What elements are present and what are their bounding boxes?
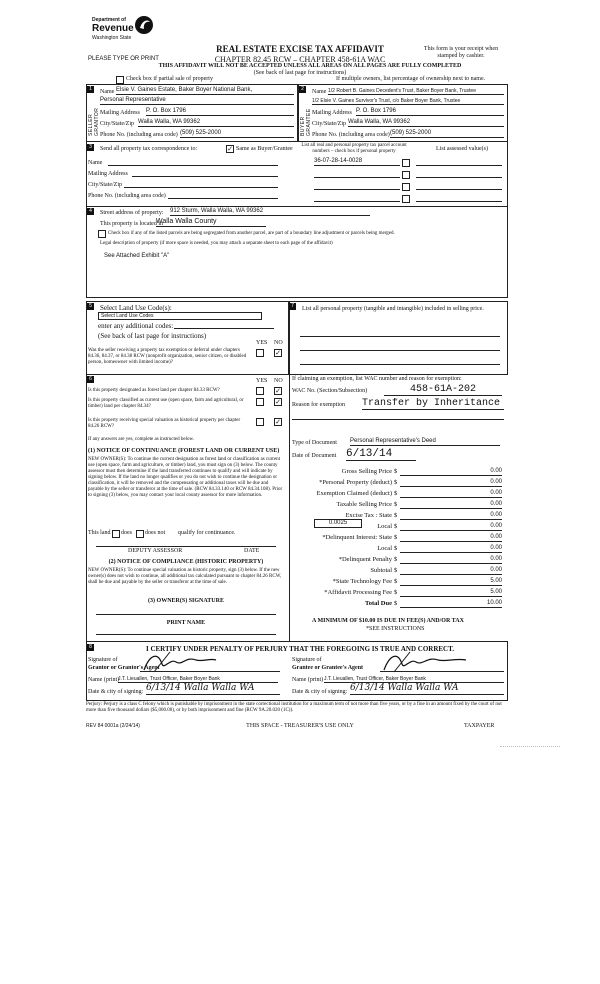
- dept-line3: Washington State: [92, 35, 132, 41]
- section-8-number: 8: [87, 644, 94, 651]
- currency-sign: $: [394, 589, 398, 596]
- parcel-pp-checkbox-3[interactable]: [402, 183, 410, 191]
- tax-row-value[interactable]: 0.00: [400, 511, 502, 520]
- currency-sign: $: [394, 600, 398, 607]
- corr-phone-label: Phone No. (including area code): [88, 193, 166, 199]
- grantor-sig-line: [140, 667, 280, 672]
- section-4-box: [86, 206, 508, 298]
- grantee-name-label: Name (print): [292, 677, 324, 683]
- grantor-name-field[interactable]: J.T. Lieuallen, Trust Officer, Baker Boyer Bank: [118, 676, 278, 683]
- tax-row-label: *Delinquent Interest: State: [322, 534, 392, 541]
- notice2-body: NEW OWNER(S): To continue special valuation as historic property, sign (3) below. If the new owner(s) does not wish to continue, all additional tax calculated pursuant to chapter 84.26 RCW, shall be due and payable by the seller or transferor at the time of sale.: [88, 568, 282, 585]
- grantee-date-field[interactable]: 6/13/14 Walla Walla WA: [350, 683, 504, 695]
- land-use-label: Select Land Use Code(s):: [100, 304, 172, 312]
- grantor-date-label: Date & city of signing:: [88, 689, 144, 695]
- section-5-number: 5: [87, 303, 94, 310]
- tax-row-value[interactable]: 0.00: [400, 533, 502, 542]
- grantor-sig-label-2: Grantor or Grantor's Agent: [88, 665, 160, 671]
- dept-line2: Revenue: [92, 23, 134, 34]
- parcel-field-2[interactable]: [314, 170, 400, 178]
- currency-sign: $: [394, 479, 398, 486]
- section-7-number: 7: [289, 303, 296, 310]
- grantor-name-label: Name (print): [88, 677, 120, 683]
- located-label: This property is located in: [100, 221, 163, 227]
- dept-line1: Department of: [92, 17, 126, 23]
- tax-row: [290, 532, 504, 543]
- segregated-checkbox[interactable]: [98, 230, 106, 238]
- personal-property-line-2[interactable]: [300, 344, 500, 351]
- tax-row: [290, 565, 504, 576]
- form-title: REAL ESTATE EXCISE TAX AFFIDAVIT: [216, 44, 384, 54]
- same-as-buyer-checkbox[interactable]: ✓: [227, 145, 233, 153]
- forest-no-checkbox[interactable]: ✓: [275, 387, 281, 395]
- tax-row: [290, 499, 504, 510]
- grantee-date-label: Date & city of signing:: [292, 689, 348, 695]
- buyer-mailing-field[interactable]: P. O. Box 1796: [356, 108, 504, 116]
- s5-no-header: NO: [274, 340, 283, 346]
- notice1-body: NEW OWNER(S): To continue the current designation as forest land or classification as current use (open space, farm and agriculture, or timber) land, you must sign on (3) below. The county assessor must then determine if the land transferred continues to qualify and will indicate by signing below. If the land no longer qualifies or you do not wish to continue the designation or classification, it will be removed and the compensating or additional taxes will be due and payable by the seller or transferor at the time of sale. (RCW 84.33.140 or RCW 84.34.108). Prior to signing (3) below, you may contact your local county assessor for more information.: [88, 457, 283, 498]
- correspondence-label: Send all property tax correspondence to:: [100, 146, 198, 152]
- print-name-line[interactable]: [96, 630, 276, 635]
- buyer-name-field-2[interactable]: 1/2 Elsie V. Gaines Survivor's Trust, c/o Baker Boyer Bank, Trustee: [312, 98, 504, 105]
- tax-row-value[interactable]: 0.00: [400, 522, 502, 531]
- historic-yes-checkbox[interactable]: [256, 418, 264, 426]
- dor-swoosh-icon: [134, 14, 154, 36]
- qualify-label: qualify for continuance.: [178, 530, 236, 536]
- grantor-sig-label-1: Signature of: [88, 657, 118, 663]
- this-land-label: This land: [88, 530, 111, 536]
- revision-number: REV 84 0001a (2/24/14): [86, 723, 140, 729]
- currency-sign: $: [394, 490, 398, 497]
- dor-logo: [92, 14, 158, 48]
- currency-sign: $: [394, 578, 398, 585]
- doc-type-field[interactable]: Personal Representative's Deed: [350, 438, 500, 446]
- tax-row: [290, 587, 504, 598]
- reason-label: Reason for exemption: [292, 402, 345, 408]
- tax-row: [290, 477, 504, 488]
- warning: THIS AFFIDAVIT WILL NOT BE ACCEPTED UNLESS ALL AREAS ON ALL PAGES ARE FULLY COMPLETED: [158, 63, 462, 69]
- s6-yes-header: YES: [256, 378, 268, 384]
- buyer-name-label: Name: [312, 89, 327, 95]
- personal-property-line-3[interactable]: [300, 358, 500, 365]
- legal-label: Legal description of property (if more space is needed, you may attach a separate sheet to each page of the affidavit): [100, 241, 333, 246]
- tax-row-value[interactable]: 10.00: [400, 599, 502, 608]
- tax-row-value[interactable]: 0.00: [400, 566, 502, 575]
- doc-type-label: Type of Document: [292, 440, 337, 446]
- does-not-checkbox[interactable]: [136, 530, 144, 538]
- tax-row: [290, 466, 504, 477]
- currency-sign: $: [394, 534, 398, 541]
- tax-row: [290, 543, 504, 554]
- additional-codes-field[interactable]: [174, 321, 274, 329]
- currency-sign: $: [394, 523, 398, 530]
- buyer-phone-label: Phone No. (including area code): [312, 132, 390, 138]
- seller-city-label: City/State/Zip: [100, 121, 134, 127]
- form-subtitle: CHAPTER 82.45 RCW – CHAPTER 458-61A WAC: [214, 55, 386, 64]
- notice1-title: (1) NOTICE OF CONTINUANCE (FOREST LAND OR CURRENT USE): [88, 448, 280, 454]
- tax-row-label: Local: [377, 545, 392, 552]
- currency-sign: $: [394, 567, 398, 574]
- tax-row-value[interactable]: 0.00: [400, 467, 502, 476]
- exempt-no-checkbox[interactable]: ✓: [275, 349, 281, 357]
- buyer-side-label: BUYER GRANTEE: [300, 108, 312, 136]
- corr-mailing-field[interactable]: [132, 169, 278, 177]
- tax-row-label: Total Due: [364, 600, 392, 607]
- buyer-phone-field[interactable]: (509) 525-2000: [390, 130, 504, 138]
- exhibit-text: See Attached Exhibit "A": [104, 253, 170, 259]
- if-yes-note: If any answers are yes, complete as instructed below.: [88, 437, 195, 442]
- grantor-date-field[interactable]: 6/13/14 Walla Walla WA: [146, 683, 280, 695]
- grantee-sig-label-1: Signature of: [292, 657, 322, 663]
- land-use-select[interactable]: Select Land Use Codes: [98, 312, 262, 320]
- grantee-signature[interactable]: [380, 650, 470, 676]
- currency-sign: $: [394, 545, 398, 552]
- parcel-pp-checkbox-2[interactable]: [402, 171, 410, 179]
- current-use-no-checkbox[interactable]: ✓: [275, 398, 281, 406]
- doc-date-field[interactable]: 6/13/14: [346, 448, 416, 461]
- exempt-yes-checkbox[interactable]: [256, 349, 264, 357]
- does-checkbox[interactable]: [112, 530, 120, 538]
- wac-label: WAC No. (Section/Subsection): [292, 388, 368, 394]
- corr-mailing-label: Mailing Address: [88, 171, 128, 177]
- tax-row-value[interactable]: 0.00: [400, 555, 502, 564]
- segregated-label: Check box if any of the listed parcels are being segregated from another parcel, are part of a boundary line adjustment or parcels being merged.: [108, 231, 395, 236]
- corr-name-label: Name: [88, 160, 103, 166]
- perjury-note: Perjury: Perjury is a class C felony which is punishable by imprisonment in the state correctional institution for a maximum term of not more than five years, or by a fine in an amount fixed by the court of not more than five thousand dollars ($5,000.00), or by both imprisonment and fine (RCW 9A.20.020 (1C)).: [86, 702, 502, 713]
- buyer-city-field[interactable]: Walla Walla, WA 99362: [348, 119, 504, 127]
- buyer-city-label: City/State/Zip: [312, 121, 346, 127]
- assessed-field-1[interactable]: [416, 158, 502, 166]
- doc-date-label: Date of Document: [292, 453, 337, 459]
- deputy-sig-line[interactable]: [96, 540, 276, 547]
- section-6-number: 6: [87, 376, 94, 383]
- corr-city-label: City/State/Zip: [88, 182, 122, 188]
- notice2-title: (2) NOTICE OF COMPLIANCE (HISTORIC PROPERTY): [108, 559, 264, 565]
- tax-row-label: *Personal Property (deduct): [319, 479, 392, 486]
- stamp-noise: [500, 738, 560, 747]
- exemption-question: Was the seller receiving a property tax exemption or deferral under chapters 84.36, 84.37, or 84.38 RCW (nonprofit organization, senior citizen, or disabled person, homeowner with limited income)?: [88, 348, 247, 365]
- treasurer-space: THIS SPACE - TREASURER'S USE ONLY: [246, 723, 354, 729]
- grantee-name-field[interactable]: J.T. Lieuallen, Trust Officer, Baker Boyer Bank: [324, 676, 504, 683]
- currency-sign: $: [394, 556, 398, 563]
- minimum-due: A MINIMUM OF $10.00 IS DUE IN FEE(S) AND/OR TAX: [312, 618, 464, 624]
- s5-yes-header: YES: [256, 340, 268, 346]
- parcel-field-1[interactable]: 36-07-28-14-0028: [314, 158, 400, 166]
- corr-phone-field[interactable]: [168, 191, 278, 199]
- additional-codes-label: enter any additional codes:: [98, 322, 174, 330]
- tax-row-label: Excise Tax : State: [345, 512, 392, 519]
- forest-question: Is this property designated as forest land per chapter 84.33 RCW?: [88, 388, 220, 393]
- deputy-assessor-label: DEPUTY ASSESSOR: [128, 548, 183, 554]
- owner-sig-title: (3) OWNER(S) SIGNATURE: [148, 598, 224, 604]
- partial-sale-checkbox[interactable]: [116, 76, 124, 84]
- reason-field[interactable]: Transfer by Inheritance: [362, 398, 504, 410]
- same-as-buyer-label: Same as Buyer/Grantee: [236, 146, 293, 152]
- grantee-sig-label-2: Grantee or Grantee's Agent: [292, 665, 364, 671]
- section-4-number: 4: [87, 208, 94, 215]
- see-instructions: *SEE INSTRUCTIONS: [366, 626, 425, 632]
- seller-side-label: SELLER GRANTOR: [88, 107, 100, 136]
- deputy-date-label: DATE: [244, 548, 260, 554]
- does-not-label: does not: [145, 530, 166, 536]
- does-label: does: [121, 530, 132, 536]
- parcel-pp-checkbox-4[interactable]: [402, 195, 410, 203]
- tax-row-label: Exemption Claimed (deduct): [316, 490, 392, 497]
- tax-row-label: Subtotal: [370, 567, 392, 574]
- personal-property-line-1[interactable]: [300, 330, 500, 337]
- owner-sig-line[interactable]: [96, 608, 276, 615]
- personal-property-label: List all personal property (tangible and intangible) included in selling price.: [302, 306, 484, 312]
- seller-mailing-field[interactable]: P. O. Box 1796: [146, 108, 294, 116]
- section-1-number: 1: [87, 86, 94, 93]
- parcel-pp-checkbox-1[interactable]: [402, 159, 410, 167]
- tax-row-label: *Affidavit Processing Fee: [324, 589, 392, 596]
- parcel-field-3[interactable]: [314, 182, 400, 190]
- tax-row-value[interactable]: 5.00: [400, 588, 502, 597]
- print-name-label: PRINT NAME: [166, 620, 206, 626]
- land-use-see-back: (See back of last page for instructions): [98, 332, 207, 340]
- tax-row-label: *Delinquent Penalty: [338, 556, 392, 563]
- currency-sign: $: [394, 512, 398, 519]
- s6-no-header: NO: [274, 378, 283, 384]
- assessed-field-2[interactable]: [416, 170, 502, 178]
- parcel-field-4[interactable]: [314, 194, 400, 202]
- historic-no-checkbox[interactable]: ✓: [275, 418, 281, 426]
- tax-row-value[interactable]: 0.00: [400, 489, 502, 498]
- tax-row: [290, 598, 504, 609]
- assessed-field-4[interactable]: [416, 194, 502, 202]
- tax-row: [290, 576, 504, 587]
- corr-name-field[interactable]: [108, 158, 278, 166]
- forest-yes-checkbox[interactable]: [256, 387, 264, 395]
- currency-sign: $: [394, 501, 398, 508]
- tax-row-label: Gross Selling Price: [341, 468, 392, 475]
- tax-row-label: *State Technology Fee: [332, 578, 392, 585]
- parcel-header: List all real and personal property tax parcel account numbers – check box if personal property: [301, 143, 407, 154]
- tax-row-value[interactable]: 0.00: [400, 544, 502, 553]
- reason-field-2[interactable]: [292, 413, 504, 420]
- current-use-question: Is this property classified as current use (open space, farm and agricultural, or timber) land per chapter 84.34?: [88, 398, 244, 409]
- tax-row-value[interactable]: 0.00: [400, 478, 502, 487]
- buyer-mailing-label: Mailing Address: [312, 110, 352, 116]
- grantee-sig-line: [380, 667, 504, 672]
- tax-row-label: Taxable Selling Price: [336, 501, 392, 508]
- multiple-owners-note: If multiple owners, list percentage of ownership next to name.: [336, 76, 486, 82]
- taxpayer-label: TAXPAYER: [464, 723, 495, 729]
- tax-row: [290, 554, 504, 565]
- local-rate-field[interactable]: 0.0025: [314, 519, 362, 528]
- tax-row-value[interactable]: 0.00: [400, 500, 502, 509]
- corr-city-field[interactable]: [124, 180, 278, 188]
- seller-mailing-label: Mailing Address: [100, 110, 140, 116]
- print-note: PLEASE TYPE OR PRINT: [88, 56, 159, 62]
- see-back: (See back of last page for instructions): [253, 70, 347, 76]
- assessed-field-3[interactable]: [416, 182, 502, 190]
- tax-row-label: Local: [377, 523, 392, 530]
- certify-text: I CERTIFY UNDER PENALTY OF PERJURY THAT THE FOREGOING IS TRUE AND CORRECT.: [145, 645, 454, 653]
- assessed-header: List assessed value(s): [436, 146, 488, 152]
- seller-phone-field[interactable]: (509) 525-2000: [180, 130, 294, 138]
- tax-row-value[interactable]: 5.00: [400, 577, 502, 586]
- claim-exemption-label: If claiming an exemption, list WAC number and reason for exemption:: [292, 376, 462, 382]
- historic-question: Is this property receiving special valuation as historical property per chapter 84.26 RCW?: [88, 418, 241, 429]
- partial-sale-label: Check box if partial sale of property: [126, 76, 213, 82]
- seller-phone-label: Phone No. (including area code): [100, 132, 178, 138]
- seller-name-field[interactable]: Elsie V. Gaines Estate, Baker Boyer National Bank,: [116, 87, 294, 95]
- receipt-note: This form is your receipt when stamped by cashier.: [423, 46, 499, 59]
- street-label: Street address of property:: [100, 210, 164, 216]
- buyer-name-field[interactable]: 1/2 Robert B. Gaines Decedent's Trust, Baker Boyer Bank, Trustee: [328, 88, 504, 95]
- county-field[interactable]: Walla Walla County: [156, 218, 266, 227]
- currency-sign: $: [394, 468, 398, 475]
- section-2-number: 2: [299, 86, 306, 93]
- current-use-yes-checkbox[interactable]: [256, 398, 264, 406]
- grantor-signature[interactable]: [140, 650, 220, 676]
- tax-row: [290, 488, 504, 499]
- seller-city-field[interactable]: Walla Walla, WA 99362: [138, 119, 294, 127]
- seller-name-label: Name: [100, 89, 115, 95]
- seller-name-field-2[interactable]: Personal Representative: [100, 97, 294, 105]
- tax-table: [290, 466, 504, 610]
- street-field[interactable]: 912 Sturm, Walla Walla, WA 99362: [170, 208, 370, 216]
- section-3-number: 3: [87, 144, 94, 151]
- wac-field[interactable]: 458-61A-202: [384, 384, 502, 396]
